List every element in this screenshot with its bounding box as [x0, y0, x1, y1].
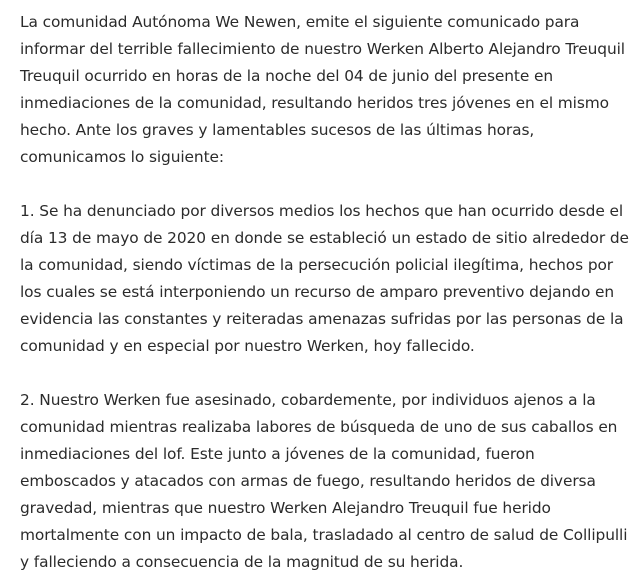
- paragraph-intro: La comunidad Autónoma We Newen, emite el siguiente comunicado para informar del terrible fallecimiento de nuestro Werken Alberto Alejandro Treuquil Treuquil ocurrido en horas de la noche del 04 de junio del presente en inmediaciones de la comunidad, resultando heridos tres jóvenes en el mismo hecho. Ante los graves y lamentables sucesos de las últimas horas, comunicamos lo siguiente:: [20, 13, 625, 166]
- paragraph-point-2: 2. Nuestro Werken fue asesinado, cobardemente, por individuos ajenos a la comunidad mientras realizaba labores de búsqueda de uno de sus caballos en inmediaciones del lof. Este junto a jóvenes de la comunidad, fueron emboscados y atacados con armas de fuego, resultando heridos de diversa gravedad, mientras que nuestro Werken Alejandro Treuquil fue herido mortalmente con un impacto de bala, trasladado al centro de salud de Collipulli y falleciendo a consecuencia de la magnitud de su herida.: [20, 391, 628, 571]
- paragraph-point-1: 1. Se ha denunciado por diversos medios los hechos que han ocurrido desde el día 13 de mayo de 2020 en donde se estableció un estado de sitio alrededor de la comunidad, siendo víctimas de la persecución policial ilegítima, hechos por los cuales se está interponiendo un recurso de amparo preventivo dejando en evidencia las constantes y reiteradas amenazas sufridas por las personas de la comunidad y en especial por nuestro Werken, hoy fallecido.: [20, 202, 629, 355]
